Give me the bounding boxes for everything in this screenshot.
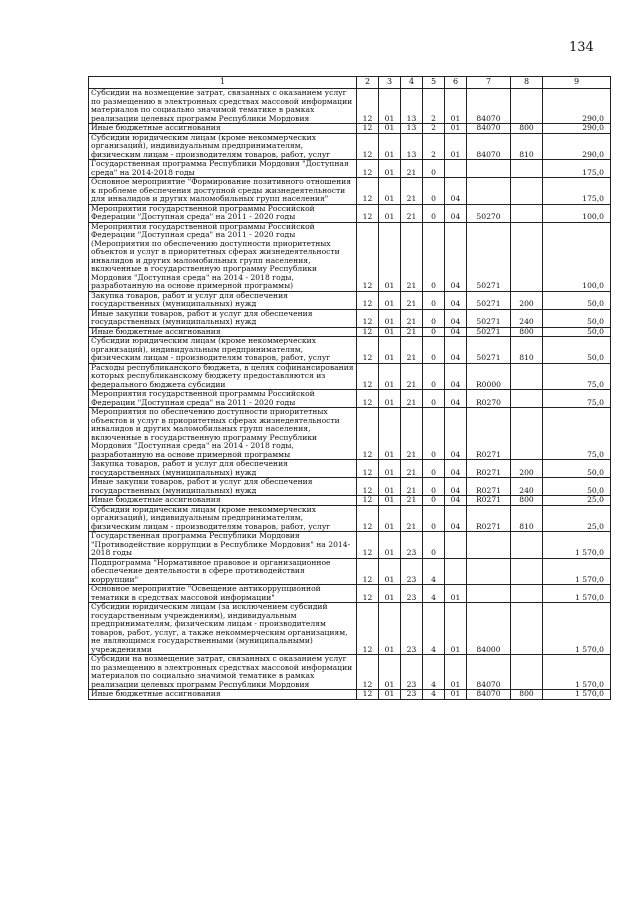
row-measure: 01 — [445, 585, 467, 603]
row-description: Мероприятия государственной программы Российской Федерации "Доступная среда" на 2011 - 2020 годы — [89, 204, 357, 222]
row-expense-type: 800 — [511, 496, 543, 506]
col-header: 6 — [445, 77, 467, 89]
row-subsection: 01 — [379, 327, 401, 337]
row-direction: 50271 — [467, 222, 511, 291]
row-program: 23 — [401, 558, 423, 585]
row-expense-type — [511, 558, 543, 585]
row-expense-type: 800 — [511, 124, 543, 134]
row-subprogram: 0 — [423, 505, 445, 532]
col-header: 5 — [423, 77, 445, 89]
row-measure: 04 — [445, 478, 467, 496]
row-program: 13 — [401, 124, 423, 134]
row-section: 12 — [357, 655, 379, 690]
row-measure: 04 — [445, 337, 467, 364]
row-direction: 84070 — [467, 124, 511, 134]
table-row — [89, 222, 611, 291]
row-amount: 50,0 — [543, 337, 611, 364]
table-row — [89, 496, 611, 506]
row-description: Расходы республиканского бюджета, в целях софинансирования которых республиканскому бюджету предоставляются из федерального бюджета субсидии — [89, 363, 357, 390]
row-measure: 04 — [445, 291, 467, 309]
table-row — [89, 408, 611, 460]
row-amount: 25,0 — [543, 505, 611, 532]
row-description: Субсидии юридическим лицам (кроме некоммерческих организаций), индивидуальным предпринимателям, физическим лицам - производителям товаров, работ, услуг — [89, 133, 357, 160]
table-row — [89, 460, 611, 478]
row-measure: 04 — [445, 204, 467, 222]
table-header-row — [89, 77, 611, 89]
table-row — [89, 558, 611, 585]
row-measure: 04 — [445, 505, 467, 532]
row-expense-type — [511, 160, 543, 178]
row-expense-type — [511, 585, 543, 603]
row-subprogram: 4 — [423, 558, 445, 585]
row-direction — [467, 160, 511, 178]
row-program: 23 — [401, 532, 423, 559]
row-section: 12 — [357, 327, 379, 337]
table-row — [89, 337, 611, 364]
row-amount: 25,0 — [543, 496, 611, 506]
row-section: 12 — [357, 363, 379, 390]
row-description: Субсидии на возмещение затрат, связанных с оказанием услуг по размещению в электронных средствах массовой информации материалов по социально значимой тематике в рамках реализации целевых программ Республики Мордовия — [89, 89, 357, 124]
row-program: 23 — [401, 603, 423, 655]
row-program: 13 — [401, 89, 423, 124]
col-header: 3 — [379, 77, 401, 89]
row-direction: 84070 — [467, 133, 511, 160]
row-subprogram: 0 — [423, 222, 445, 291]
row-subsection: 01 — [379, 222, 401, 291]
row-expense-type — [511, 655, 543, 690]
row-amount: 75,0 — [543, 408, 611, 460]
row-program: 21 — [401, 178, 423, 205]
col-header: 7 — [467, 77, 511, 89]
row-direction: R0271 — [467, 505, 511, 532]
row-direction: 50271 — [467, 309, 511, 327]
row-section: 12 — [357, 408, 379, 460]
row-subsection: 01 — [379, 160, 401, 178]
row-subprogram: 0 — [423, 309, 445, 327]
row-expense-type: 810 — [511, 337, 543, 364]
row-program: 13 — [401, 133, 423, 160]
row-direction: R0271 — [467, 496, 511, 506]
row-section: 12 — [357, 124, 379, 134]
row-expense-type — [511, 532, 543, 559]
row-amount: 1 570,0 — [543, 690, 611, 700]
row-measure: 01 — [445, 655, 467, 690]
table-row — [89, 291, 611, 309]
row-direction — [467, 178, 511, 205]
row-amount: 50,0 — [543, 327, 611, 337]
row-subprogram: 0 — [423, 496, 445, 506]
row-subprogram: 2 — [423, 89, 445, 124]
page-number: 134 — [569, 40, 594, 55]
row-measure — [445, 160, 467, 178]
row-expense-type: 800 — [511, 327, 543, 337]
row-subprogram: 4 — [423, 690, 445, 700]
row-measure: 04 — [445, 496, 467, 506]
row-measure: 01 — [445, 124, 467, 134]
row-amount: 100,0 — [543, 222, 611, 291]
row-section: 12 — [357, 222, 379, 291]
row-direction — [467, 532, 511, 559]
row-amount: 75,0 — [543, 363, 611, 390]
row-direction: R0270 — [467, 390, 511, 408]
table-row — [89, 585, 611, 603]
row-amount: 1 570,0 — [543, 532, 611, 559]
row-expense-type: 810 — [511, 133, 543, 160]
row-subprogram: 4 — [423, 603, 445, 655]
row-subsection: 01 — [379, 655, 401, 690]
row-description: Мероприятия государственной программы Российской Федерации "Доступная среда" на 2011 - 2020 годы — [89, 390, 357, 408]
row-measure: 01 — [445, 133, 467, 160]
row-expense-type — [511, 178, 543, 205]
row-expense-type — [511, 89, 543, 124]
table-row — [89, 532, 611, 559]
row-program: 23 — [401, 585, 423, 603]
row-program: 21 — [401, 337, 423, 364]
row-expense-type: 240 — [511, 309, 543, 327]
row-section: 12 — [357, 390, 379, 408]
row-amount: 290,0 — [543, 89, 611, 124]
row-measure: 04 — [445, 460, 467, 478]
row-program: 21 — [401, 478, 423, 496]
row-subsection: 01 — [379, 532, 401, 559]
row-expense-type — [511, 363, 543, 390]
row-amount: 1 570,0 — [543, 655, 611, 690]
col-header: 4 — [401, 77, 423, 89]
row-program: 23 — [401, 655, 423, 690]
col-header: 8 — [511, 77, 543, 89]
row-section: 12 — [357, 178, 379, 205]
table-row — [89, 178, 611, 205]
row-direction: 84070 — [467, 655, 511, 690]
row-subprogram: 4 — [423, 585, 445, 603]
row-section: 12 — [357, 496, 379, 506]
table-row — [89, 309, 611, 327]
row-measure: 04 — [445, 390, 467, 408]
row-description: Иные бюджетные ассигнования — [89, 496, 357, 506]
row-description: Иные бюджетные ассигнования — [89, 327, 357, 337]
row-amount: 50,0 — [543, 291, 611, 309]
row-description: Иные бюджетные ассигнования — [89, 124, 357, 134]
row-direction: 50270 — [467, 204, 511, 222]
row-direction: 50271 — [467, 337, 511, 364]
budget-table — [88, 76, 611, 700]
row-section: 12 — [357, 337, 379, 364]
row-subprogram: 0 — [423, 390, 445, 408]
row-subprogram: 0 — [423, 478, 445, 496]
row-direction: R0000 — [467, 363, 511, 390]
row-direction: R0271 — [467, 460, 511, 478]
row-expense-type — [511, 408, 543, 460]
row-amount: 50,0 — [543, 309, 611, 327]
row-direction — [467, 585, 511, 603]
row-program: 21 — [401, 309, 423, 327]
row-subsection: 01 — [379, 204, 401, 222]
row-program: 21 — [401, 460, 423, 478]
row-amount: 50,0 — [543, 478, 611, 496]
row-expense-type: 200 — [511, 291, 543, 309]
row-description: Субсидии юридическим лицам (кроме некоммерческих организаций), индивидуальным предпринимателям, физическим лицам - производителям товаров, работ, услуг — [89, 505, 357, 532]
row-program: 21 — [401, 390, 423, 408]
table-row — [89, 363, 611, 390]
row-measure: 04 — [445, 408, 467, 460]
table-row — [89, 160, 611, 178]
row-amount: 290,0 — [543, 124, 611, 134]
row-program: 21 — [401, 363, 423, 390]
row-direction: 84000 — [467, 603, 511, 655]
row-description: Закупка товаров, работ и услуг для обеспечения государственных (муниципальных) нужд — [89, 291, 357, 309]
row-subprogram: 0 — [423, 160, 445, 178]
row-subsection: 01 — [379, 478, 401, 496]
row-program: 21 — [401, 222, 423, 291]
row-subsection: 01 — [379, 337, 401, 364]
row-measure: 01 — [445, 690, 467, 700]
row-expense-type: 810 — [511, 505, 543, 532]
row-direction: 50271 — [467, 327, 511, 337]
row-subsection: 01 — [379, 309, 401, 327]
row-subsection: 01 — [379, 585, 401, 603]
row-description: Субсидии юридическим лицам (за исключением субсидий государственным учреждениям), индивидуальным предпринимателям, физическим лицам - производителям товаров, работ, услуг, а также некоммерческим организациям, не являющимся государственными (муниципальными) учреждениями — [89, 603, 357, 655]
row-subsection: 01 — [379, 178, 401, 205]
table-row — [89, 478, 611, 496]
row-program: 21 — [401, 160, 423, 178]
row-subprogram: 0 — [423, 178, 445, 205]
row-direction: R0271 — [467, 478, 511, 496]
row-section: 12 — [357, 133, 379, 160]
row-subsection: 01 — [379, 408, 401, 460]
row-section: 12 — [357, 603, 379, 655]
row-amount: 175,0 — [543, 178, 611, 205]
table-row — [89, 124, 611, 134]
row-direction: R0271 — [467, 408, 511, 460]
row-section: 12 — [357, 309, 379, 327]
row-section: 12 — [357, 585, 379, 603]
table-row — [89, 655, 611, 690]
row-subsection: 01 — [379, 390, 401, 408]
row-amount: 1 570,0 — [543, 585, 611, 603]
row-amount: 1 570,0 — [543, 558, 611, 585]
row-direction: 50271 — [467, 291, 511, 309]
row-description: Субсидии на возмещение затрат, связанных с оказанием услуг по размещению в электронных средствах массовой информации материалов по социально значимой тематике в рамках реализации целевых программ Республики Мордовия — [89, 655, 357, 690]
row-description: Государственная программа Республики Мордовия "Противодействие коррупции в Республике Мордовия" на 2014-2018 годы — [89, 532, 357, 559]
row-subsection: 01 — [379, 89, 401, 124]
col-header: 1 — [89, 77, 357, 89]
row-section: 12 — [357, 532, 379, 559]
row-subprogram: 0 — [423, 337, 445, 364]
row-measure: 04 — [445, 309, 467, 327]
row-subsection: 01 — [379, 133, 401, 160]
row-description: Иные закупки товаров, работ и услуг для обеспечения государственных (муниципальных) нужд — [89, 309, 357, 327]
row-subprogram: 0 — [423, 204, 445, 222]
row-direction: 84070 — [467, 89, 511, 124]
row-subprogram: 0 — [423, 408, 445, 460]
row-description: Основное мероприятие "Формирование позитивного отношения к проблеме обеспечения доступной среды жизнедеятельности для инвалидов и других маломобильных групп населения" — [89, 178, 357, 205]
row-measure: 04 — [445, 222, 467, 291]
row-section: 12 — [357, 478, 379, 496]
row-amount: 290,0 — [543, 133, 611, 160]
row-amount: 100,0 — [543, 204, 611, 222]
row-expense-type — [511, 222, 543, 291]
row-subprogram: 4 — [423, 655, 445, 690]
table-row — [89, 133, 611, 160]
row-subsection: 01 — [379, 505, 401, 532]
row-section: 12 — [357, 690, 379, 700]
row-section: 12 — [357, 89, 379, 124]
row-amount: 75,0 — [543, 390, 611, 408]
row-direction: 84070 — [467, 690, 511, 700]
row-direction — [467, 558, 511, 585]
row-subprogram: 0 — [423, 363, 445, 390]
row-subprogram: 2 — [423, 124, 445, 134]
row-measure: 04 — [445, 363, 467, 390]
table-row — [89, 603, 611, 655]
row-subsection: 01 — [379, 496, 401, 506]
row-expense-type — [511, 603, 543, 655]
row-subsection: 01 — [379, 124, 401, 134]
row-amount: 175,0 — [543, 160, 611, 178]
row-amount: 50,0 — [543, 460, 611, 478]
row-section: 12 — [357, 505, 379, 532]
row-section: 12 — [357, 558, 379, 585]
row-section: 12 — [357, 460, 379, 478]
row-description: Подпрограмма "Нормативное правовое и организационное обеспечение деятельности в сфере противодействия коррупции" — [89, 558, 357, 585]
row-measure: 01 — [445, 603, 467, 655]
row-measure — [445, 558, 467, 585]
row-section: 12 — [357, 160, 379, 178]
table-row — [89, 390, 611, 408]
row-program: 21 — [401, 204, 423, 222]
row-description: Мероприятия государственной программы Российской Федерации "Доступная среда" на 2011 - 2020 годы (Мероприятия по обеспечению доступности приоритетных объектов и услуг в приоритетных сферах жизнедеятельности инвалидов и других маломобильных групп населения, включенные в государственную программу Республики Мордовия "Доступная среда" на 2014 - 2018 годы, разработанную на основе примерной программы) — [89, 222, 357, 291]
row-subsection: 01 — [379, 460, 401, 478]
row-description: Иные закупки товаров, работ и услуг для обеспечения государственных (муниципальных) нужд — [89, 478, 357, 496]
row-subprogram: 0 — [423, 460, 445, 478]
col-header: 2 — [357, 77, 379, 89]
row-description: Иные бюджетные ассигнования — [89, 690, 357, 700]
row-subsection: 01 — [379, 558, 401, 585]
row-section: 12 — [357, 204, 379, 222]
row-expense-type: 200 — [511, 460, 543, 478]
row-measure: 01 — [445, 89, 467, 124]
table-row — [89, 89, 611, 124]
row-subprogram: 0 — [423, 327, 445, 337]
row-section: 12 — [357, 291, 379, 309]
row-subsection: 01 — [379, 363, 401, 390]
row-measure — [445, 532, 467, 559]
row-expense-type: 240 — [511, 478, 543, 496]
table-row — [89, 505, 611, 532]
row-program: 21 — [401, 327, 423, 337]
row-expense-type: 800 — [511, 690, 543, 700]
row-description: Государственная программа Республики Мордовия "Доступная среда" на 2014-2018 годы — [89, 160, 357, 178]
row-amount: 1 570,0 — [543, 603, 611, 655]
row-subsection: 01 — [379, 603, 401, 655]
table-row — [89, 690, 611, 700]
row-program: 21 — [401, 291, 423, 309]
row-program: 21 — [401, 496, 423, 506]
row-subsection: 01 — [379, 291, 401, 309]
row-subprogram: 0 — [423, 532, 445, 559]
row-program: 21 — [401, 408, 423, 460]
row-description: Закупка товаров, работ и услуг для обеспечения государственных (муниципальных) нужд — [89, 460, 357, 478]
row-expense-type — [511, 204, 543, 222]
row-description: Субсидии юридическим лицам (кроме некоммерческих организаций), индивидуальным предпринимателям, физическим лицам - производителям товаров, работ, услуг — [89, 337, 357, 364]
row-expense-type — [511, 390, 543, 408]
row-subsection: 01 — [379, 690, 401, 700]
col-header: 9 — [543, 77, 611, 89]
row-program: 21 — [401, 505, 423, 532]
row-description: Мероприятия по обеспечению доступности приоритетных объектов и услуг в приоритетных сферах жизнедеятельности инвалидов и других маломобильных групп населения, включенные в государственную программу Республики Мордовия "Доступная среда" на 2014 - 2018 годы, разработанную на основе примерной программы — [89, 408, 357, 460]
table-row — [89, 204, 611, 222]
row-program: 23 — [401, 690, 423, 700]
row-subprogram: 2 — [423, 133, 445, 160]
row-measure: 04 — [445, 178, 467, 205]
row-measure: 04 — [445, 327, 467, 337]
row-subprogram: 0 — [423, 291, 445, 309]
row-description: Основное мероприятие "Освещение антикоррупционной тематики в средствах массовой информации" — [89, 585, 357, 603]
